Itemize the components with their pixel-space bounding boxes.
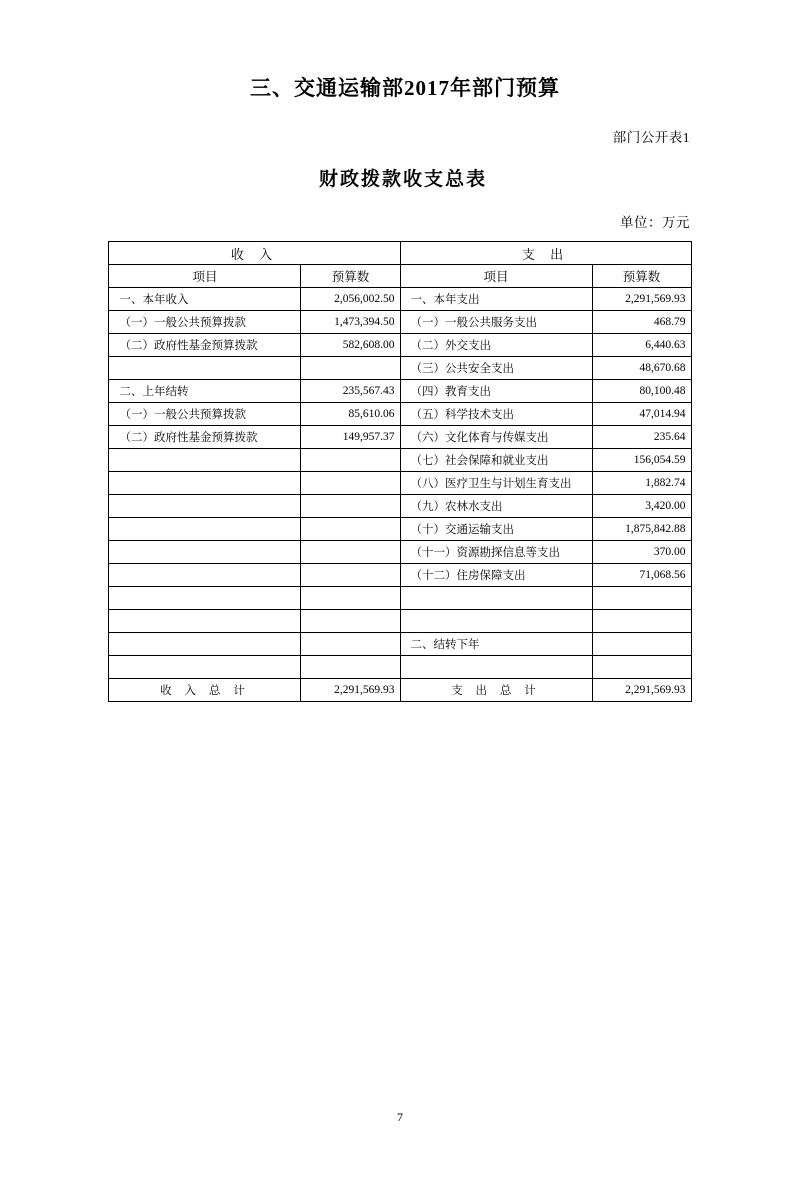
expense-amount-cell: 1,882.74 (592, 472, 691, 495)
income-group-header: 收 入 (109, 242, 400, 265)
expense-amount-cell: 80,100.48 (592, 380, 691, 403)
expense-amount-cell: 370.00 (592, 541, 691, 564)
table-row (109, 403, 691, 426)
unit-label: 单位：万元 (620, 215, 690, 230)
income-amount-cell: 1,473,394.50 (301, 311, 400, 334)
expense-amount-cell: 1,875,842.88 (592, 518, 691, 541)
income-amount-cell (301, 518, 400, 541)
expense-item-cell: 一、本年支出 (400, 288, 592, 311)
table-row (109, 334, 691, 357)
page-title: 三、交通运输部2017年部门预算 (250, 76, 560, 100)
expense-item-cell: （五）科学技术支出 (400, 403, 592, 426)
income-item-header: 项目 (109, 265, 301, 288)
expense-item-cell: （十）交通运输支出 (400, 518, 592, 541)
expense-item-cell (400, 587, 592, 610)
income-total-label: 收 入 总 计 (109, 679, 301, 702)
expense-amount-cell: 156,054.59 (592, 449, 691, 472)
income-amount-cell (301, 357, 400, 380)
income-amount-cell (301, 610, 400, 633)
table-row (109, 518, 691, 541)
income-item-cell: （二）政府性基金预算拨款 (109, 426, 301, 449)
budget-table (108, 241, 691, 702)
document-page (0, 72, 800, 1203)
income-item-cell: （一）一般公共预算拨款 (109, 311, 301, 334)
income-amount-cell: 149,957.37 (301, 426, 400, 449)
table-row (109, 495, 691, 518)
table-body (109, 288, 691, 679)
income-item-cell (109, 518, 301, 541)
expense-group-header: 支 出 (400, 242, 691, 265)
expense-amount-cell (592, 610, 691, 633)
income-item-cell (109, 587, 301, 610)
expense-total-label: 支 出 总 计 (400, 679, 592, 702)
table-row (109, 449, 691, 472)
expense-amount-cell: 47,014.94 (592, 403, 691, 426)
income-amount-cell: 85,610.06 (301, 403, 400, 426)
expense-amount-cell: 3,420.00 (592, 495, 691, 518)
expense-item-cell: （一）一般公共服务支出 (400, 311, 592, 334)
table-group-header-row (109, 242, 691, 265)
expense-item-cell (400, 656, 592, 679)
expense-amount-cell: 2,291,569.93 (592, 288, 691, 311)
expense-amount-header: 预算数 (592, 265, 691, 288)
expense-amount-cell: 468.79 (592, 311, 691, 334)
income-item-cell: 一、本年收入 (109, 288, 301, 311)
table-title: 财政拨款收支总表 (318, 169, 487, 190)
table-row (109, 564, 691, 587)
income-amount-cell (301, 587, 400, 610)
income-item-cell (109, 495, 301, 518)
income-amount-cell (301, 656, 400, 679)
income-item-cell (109, 564, 301, 587)
income-amount-header: 预算数 (301, 265, 400, 288)
table-row (109, 380, 691, 403)
page-number: 7 (397, 1110, 403, 1124)
expense-item-cell: （七）社会保障和就业支出 (400, 449, 592, 472)
income-item-cell (109, 357, 301, 380)
expense-amount-cell (592, 656, 691, 679)
expense-total-amount: 2,291,569.93 (592, 679, 691, 702)
table-row (109, 288, 691, 311)
income-amount-cell: 2,056,002.50 (301, 288, 400, 311)
expense-item-cell: 二、结转下年 (400, 633, 592, 656)
income-total-amount: 2,291,569.93 (301, 679, 400, 702)
income-amount-cell: 582,608.00 (301, 334, 400, 357)
income-item-cell (109, 541, 301, 564)
income-item-cell: （二）政府性基金预算拨款 (109, 334, 301, 357)
table-row (109, 633, 691, 656)
table-row (109, 311, 691, 334)
income-item-cell (109, 449, 301, 472)
expense-amount-cell: 235.64 (592, 426, 691, 449)
income-item-cell (109, 633, 301, 656)
income-item-cell: （一）一般公共预算拨款 (109, 403, 301, 426)
expense-item-cell: （三）公共安全支出 (400, 357, 592, 380)
income-amount-cell (301, 449, 400, 472)
table-row (109, 587, 691, 610)
expense-amount-cell (592, 587, 691, 610)
income-amount-cell (301, 472, 400, 495)
expense-item-cell: （六）文化体育与传媒支出 (400, 426, 592, 449)
expense-item-cell: （九）农林水支出 (400, 495, 592, 518)
income-amount-cell: 235,567.43 (301, 380, 400, 403)
income-amount-cell (301, 633, 400, 656)
income-item-cell (109, 610, 301, 633)
expense-item-header: 项目 (400, 265, 592, 288)
income-item-cell: 二、上年结转 (109, 380, 301, 403)
table-row (109, 656, 691, 679)
table-column-header-row (109, 265, 691, 288)
table-row (109, 610, 691, 633)
expense-amount-cell (592, 633, 691, 656)
expense-amount-cell: 71,068.56 (592, 564, 691, 587)
expense-amount-cell: 6,440.63 (592, 334, 691, 357)
table-total-row (109, 679, 691, 702)
income-amount-cell (301, 564, 400, 587)
expense-item-cell: （十二）住房保障支出 (400, 564, 592, 587)
expense-item-cell (400, 610, 592, 633)
expense-item-cell: （十一）资源勘探信息等支出 (400, 541, 592, 564)
income-amount-cell (301, 541, 400, 564)
income-item-cell (109, 472, 301, 495)
table-row (109, 472, 691, 495)
expense-item-cell: （八）医疗卫生与计划生育支出 (400, 472, 592, 495)
table-row (109, 541, 691, 564)
expense-item-cell: （二）外交支出 (400, 334, 592, 357)
income-item-cell (109, 656, 301, 679)
sheet-number-label: 部门公开表1 (612, 130, 690, 145)
table-row (109, 426, 691, 449)
table-row (109, 357, 691, 380)
expense-item-cell: （四）教育支出 (400, 380, 592, 403)
income-amount-cell (301, 495, 400, 518)
expense-amount-cell: 48,670.68 (592, 357, 691, 380)
